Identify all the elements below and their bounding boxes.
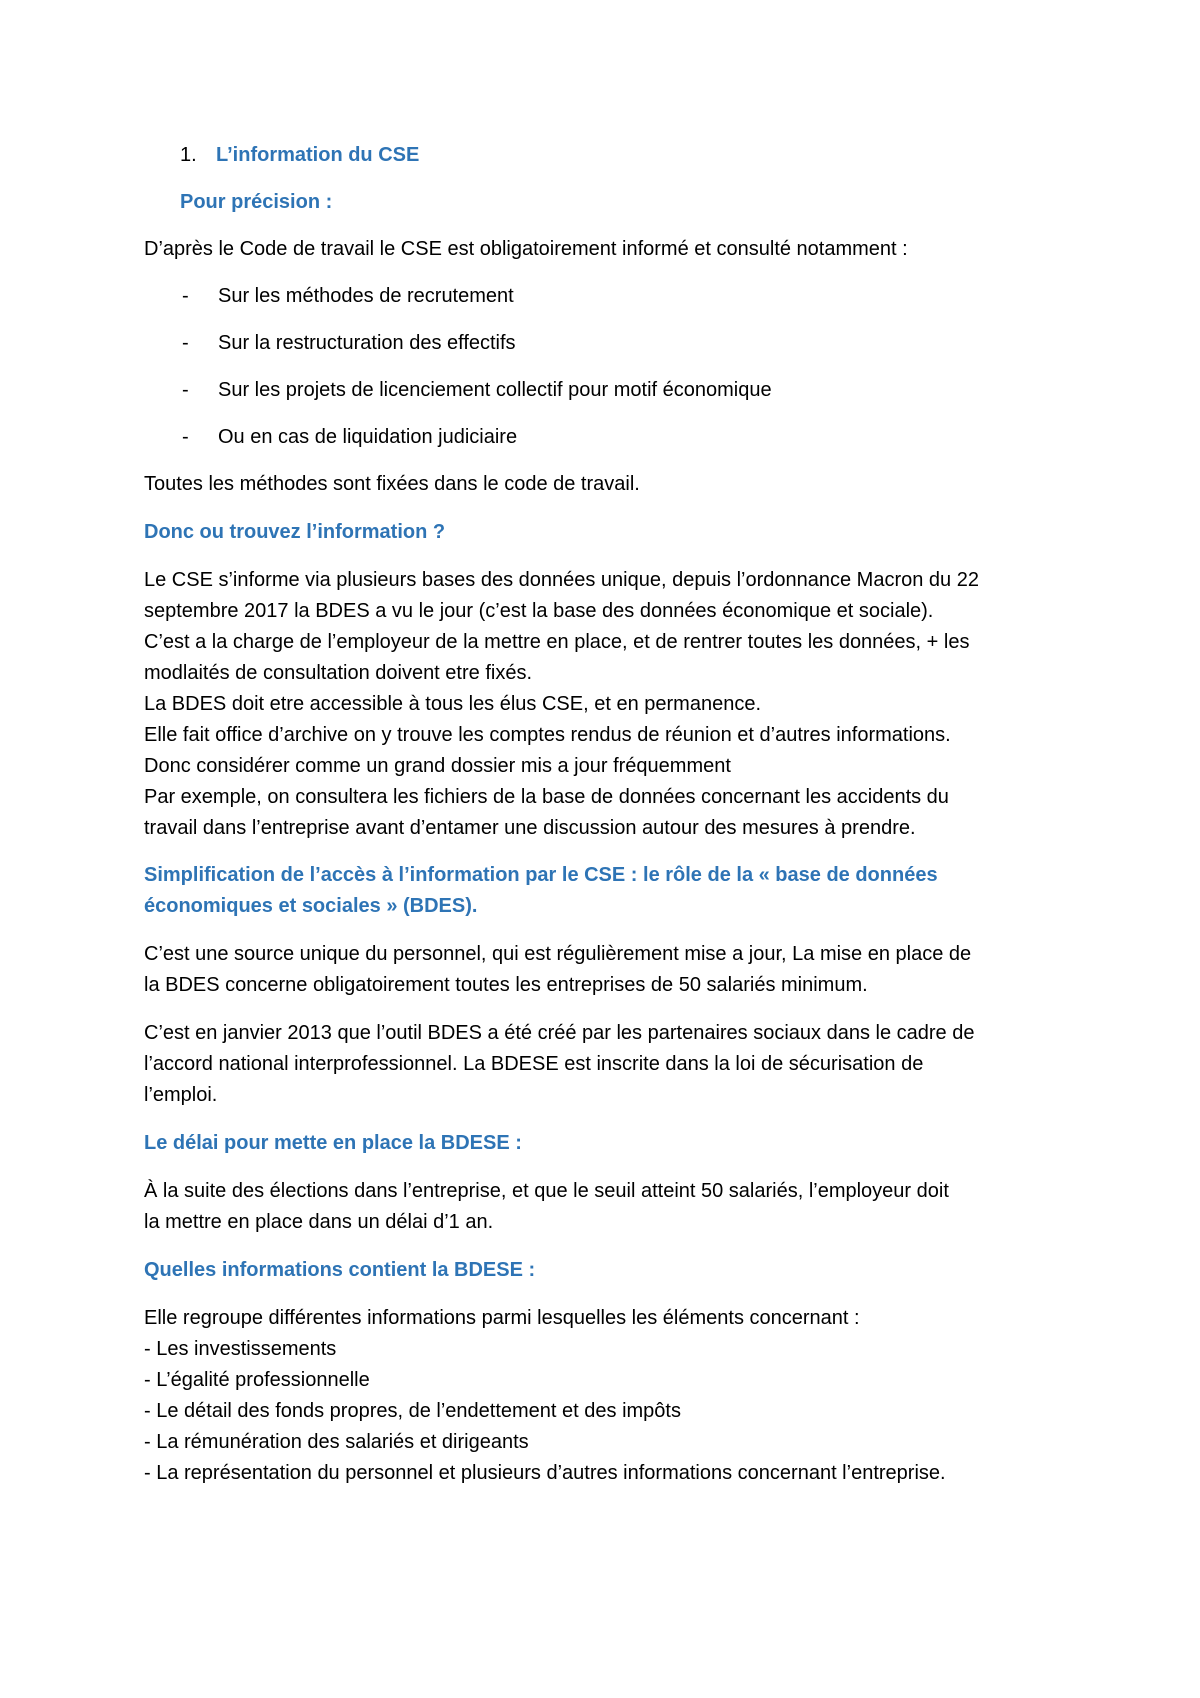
list-item: - La représentation du personnel et plusieurs d’autres informations concernant l’entreprise.	[144, 1462, 946, 1484]
paragraph-source	[144, 939, 1064, 1001]
list-item-text: Sur la restructuration des effectifs	[218, 332, 516, 354]
document-body	[144, 140, 1064, 1489]
section-number: 1.	[180, 144, 197, 166]
heading-quelles: Quelles informations contient la BDESE :	[144, 1259, 536, 1281]
paragraph-line: C’est a la charge de l’employeur de la mettre en place, et de rentrer toutes les données, + les	[144, 631, 970, 653]
paragraph-line: modlaités de consultation doivent etre fixés.	[144, 662, 532, 684]
list-item	[144, 281, 1064, 312]
bullet-marker: -	[182, 379, 189, 401]
list-item: - Le détail des fonds propres, de l’endettement et des impôts	[144, 1400, 681, 1422]
paragraph-line: Elle fait office d’archive on y trouve les comptes rendus de réunion et d’autres informations.	[144, 724, 951, 746]
paragraph-line: C’est en janvier 2013 que l’outil BDES a été créé par les partenaires sociaux dans le cadre de	[144, 1022, 975, 1044]
paragraph-delai	[144, 1176, 1064, 1238]
list-item: - L’égalité professionnelle	[144, 1369, 370, 1391]
methods-paragraph: Toutes les méthodes sont fixées dans le code de travail.	[144, 473, 640, 495]
heading-donc: Donc ou trouvez l’information ?	[144, 521, 446, 543]
paragraph-line: septembre 2017 la BDES a vu le jour (c’est la base des données économique et sociale).	[144, 600, 934, 622]
list-item	[144, 328, 1064, 359]
list-item	[144, 422, 1064, 453]
bullet-marker: -	[182, 285, 189, 307]
paragraph-2013	[144, 1018, 1064, 1111]
paragraph-line: travail dans l’entreprise avant d’entamer une discussion autour des mesures à prendre.	[144, 817, 916, 839]
list-item-text: Ou en cas de liquidation judiciaire	[218, 426, 518, 448]
paragraph-line: C’est une source unique du personnel, qui est régulièrement mise a jour, La mise en place de	[144, 943, 972, 965]
paragraph-line: La BDES doit etre accessible à tous les élus CSE, et en permanence.	[144, 693, 762, 715]
heading-line: économiques et sociales » (BDES).	[144, 895, 478, 917]
paragraph-bdes	[144, 565, 1064, 844]
list-item: - La rémunération des salariés et dirigeants	[144, 1431, 529, 1453]
paragraph-line: Donc considérer comme un grand dossier mis a jour fréquemment	[144, 755, 731, 777]
section-title: L’information du CSE	[216, 144, 420, 166]
paragraph-line: Le CSE s’informe via plusieurs bases des données unique, depuis l’ordonnance Macron du 22	[144, 569, 979, 591]
list-item-text: Sur les projets de licenciement collectif pour motif économique	[218, 379, 772, 401]
paragraph-line: la mettre en place dans un délai d’1 an.	[144, 1211, 494, 1233]
intro-paragraph: D’après le Code de travail le CSE est obligatoirement informé et consulté notamment :	[144, 238, 908, 260]
paragraph-line: À la suite des élections dans l’entreprise, et que le seuil atteint 50 salariés, l’employeur doit	[144, 1180, 949, 1202]
list-item: - Les investissements	[144, 1338, 337, 1360]
subheading-precision: Pour précision :	[180, 191, 333, 213]
paragraph-line: l’accord national interprofessionnel. La BDESE est inscrite dans la loi de sécurisation de	[144, 1053, 924, 1075]
section-heading	[144, 140, 1064, 171]
heading-line: Simplification de l’accès à l’information par le CSE : le rôle de la « base de données	[144, 864, 938, 886]
list-item-text: Sur les méthodes de recrutement	[218, 285, 514, 307]
heading-delai: Le délai pour mette en place la BDESE :	[144, 1132, 522, 1154]
paragraph-line: Elle regroupe différentes informations parmi lesquelles les éléments concernant :	[144, 1307, 860, 1329]
paragraph-line: l’emploi.	[144, 1084, 218, 1106]
bullet-marker: -	[182, 332, 189, 354]
paragraph-quelles	[144, 1303, 1064, 1489]
heading-simplification	[144, 860, 1064, 922]
paragraph-line: la BDES concerne obligatoirement toutes les entreprises de 50 salariés minimum.	[144, 974, 868, 996]
list-item	[144, 375, 1064, 406]
bullet-marker: -	[182, 426, 189, 448]
paragraph-line: Par exemple, on consultera les fichiers de la base de données concernant les accidents du	[144, 786, 949, 808]
